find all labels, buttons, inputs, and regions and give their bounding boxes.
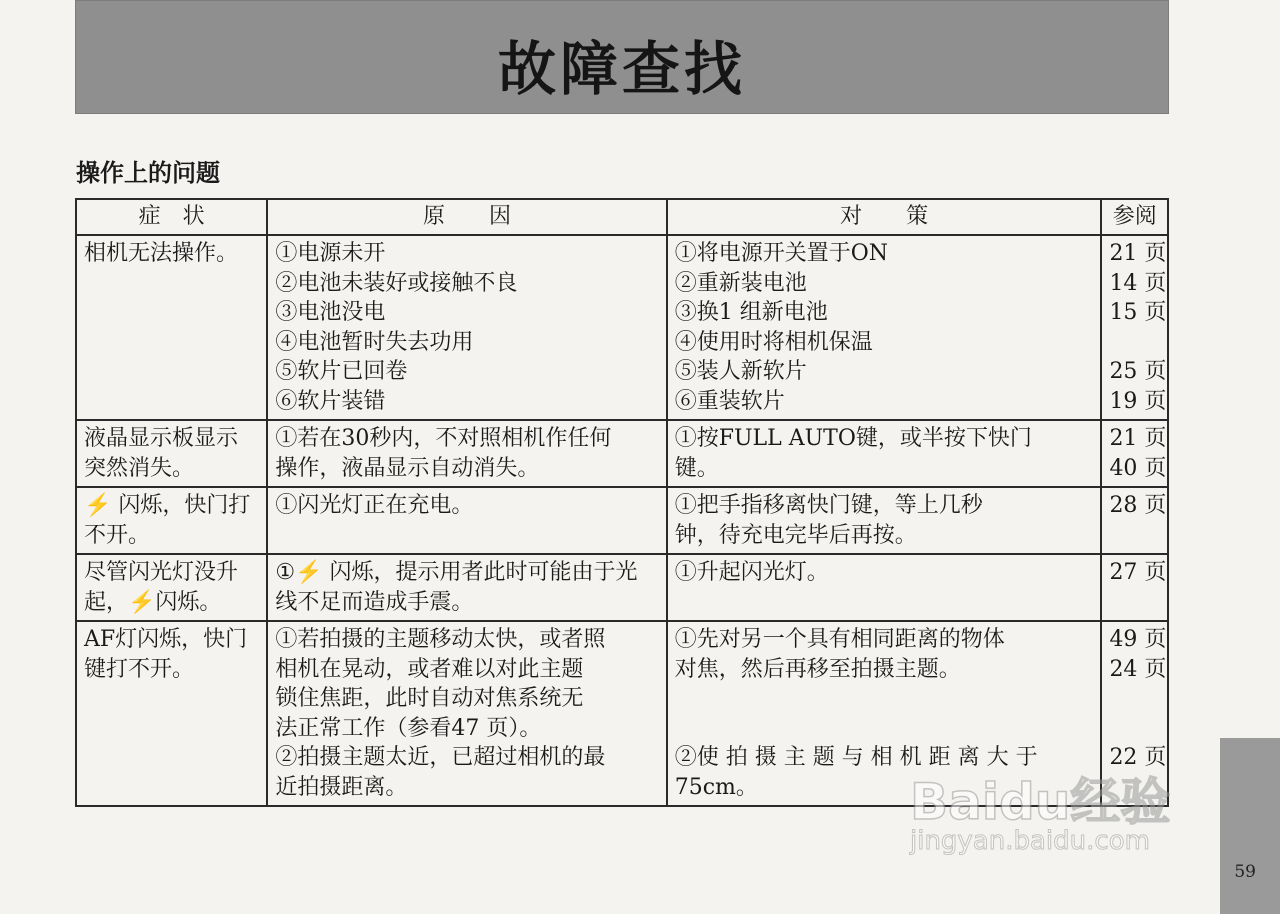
cell-cause <box>267 420 666 487</box>
cell-cause <box>267 487 666 554</box>
cell-remedy-line: ①升起闪光灯。 <box>674 560 829 585</box>
cell-remedy-line: ①把手指移离快门键，等上几秒 <box>674 493 983 518</box>
cell-remedy <box>667 621 1102 806</box>
cell-remedy-line: ②重新装电池 <box>674 270 807 296</box>
cell-cause-line: ⑥软片装错 <box>275 388 386 414</box>
side-tab <box>1220 738 1280 914</box>
cell-remedy <box>667 235 1102 420</box>
watermark-url: jingyan.baidu.com <box>910 826 1150 856</box>
cell-cause-line: ②电池未装好或接触不良 <box>275 270 518 296</box>
cell-reference-line: 40 页 <box>1109 455 1167 481</box>
cell-reference-line: 27 页 <box>1109 560 1167 585</box>
table-row <box>76 554 1168 621</box>
cell-reference-line: 21 页 <box>1109 241 1167 266</box>
cell-reference <box>1101 235 1168 420</box>
title-banner <box>75 0 1169 114</box>
cell-reference-line: 49 页 <box>1109 627 1167 652</box>
section-heading: 操作上的问题 <box>76 159 220 187</box>
cell-symptom <box>76 554 267 621</box>
header-symptom: 症 状 <box>76 199 267 235</box>
header-reference: 参阅 <box>1101 199 1168 235</box>
cell-symptom <box>76 487 267 554</box>
cell-remedy <box>667 554 1102 621</box>
cell-remedy <box>667 420 1102 487</box>
cell-reference-line: 14 页 <box>1109 270 1167 296</box>
cell-reference <box>1101 621 1168 806</box>
cell-reference-line: 28 页 <box>1109 493 1167 518</box>
cell-remedy-line <box>675 684 1095 714</box>
cell-remedy-line: ③换1 组新电池 <box>674 300 828 325</box>
cell-symptom-line: 液晶显示板显示 <box>84 426 239 451</box>
cell-reference-line <box>1109 328 1161 358</box>
cell-cause-line: 近拍摄距离。 <box>275 774 408 800</box>
cell-reference-line: 19 页 <box>1109 388 1167 414</box>
cell-remedy-line: 对焦，然后再移至拍摄主题。 <box>674 656 961 682</box>
cell-remedy-line: ①将电源开关置于ON <box>674 241 889 266</box>
watermark-brand: Baidu经验 <box>910 773 1171 831</box>
cell-cause-line: 线不足而造成手震。 <box>275 589 474 615</box>
cell-reference-line <box>1109 714 1161 744</box>
cell-reference <box>1101 554 1168 621</box>
cell-symptom-line: ⚡ 闪烁，快门打 <box>84 493 251 518</box>
table-header-row <box>76 199 1168 235</box>
table-row <box>76 420 1168 487</box>
table-row <box>76 235 1168 420</box>
cell-symptom-line: 相机无法操作。 <box>84 241 239 266</box>
cell-remedy-line: ①按FULL AUTO键，或半按下快门 <box>674 426 1032 451</box>
cell-cause-line: ①电源未开 <box>275 241 386 266</box>
cell-remedy-line: 75cm。 <box>674 774 758 800</box>
cell-remedy-line <box>675 714 1095 744</box>
cell-remedy-line: ①先对另一个具有相同距离的物体 <box>674 627 1005 652</box>
cell-reference-line: 24 页 <box>1109 656 1167 682</box>
cell-cause <box>267 554 666 621</box>
cell-cause-line: 操作，液晶显示自动消失。 <box>275 455 540 481</box>
cell-cause <box>267 621 666 806</box>
cell-symptom <box>76 621 267 806</box>
cell-cause <box>267 235 666 420</box>
cell-reference-line <box>1109 684 1161 714</box>
cell-remedy-line: ④使用时将相机保温 <box>674 329 873 355</box>
header-cause: 原 因 <box>267 199 666 235</box>
cell-remedy <box>667 487 1102 554</box>
cell-reference-line: 22 页 <box>1109 745 1167 770</box>
cell-cause-line: ②拍摄主题太近，已超过相机的最 <box>275 745 606 770</box>
cell-cause-line: ①⚡ 闪烁，提示用者此时可能由于光 <box>275 560 638 585</box>
table-row <box>76 487 1168 554</box>
cell-reference-line: 25 页 <box>1109 359 1167 384</box>
cell-cause-line: 锁住焦距，此时自动对焦系统无 <box>275 686 584 711</box>
cell-cause-line: ⑤软片已回卷 <box>275 359 408 384</box>
cell-reference-line: 21 页 <box>1109 426 1167 451</box>
cell-remedy-line: 钟，待充电完毕后再按。 <box>674 522 917 548</box>
cell-cause-line: ④电池暂时失去功用 <box>275 329 474 355</box>
header-remedy: 对 策 <box>667 199 1102 235</box>
cell-reference <box>1101 487 1168 554</box>
cell-symptom <box>76 235 267 420</box>
troubleshooting-table <box>75 198 1169 807</box>
cell-symptom-line: 不开。 <box>84 522 151 548</box>
cell-cause-line: ①闪光灯正在充电。 <box>275 493 474 518</box>
cell-cause-line: 相机在晃动，或者难以对此主题 <box>275 656 584 682</box>
cell-symptom-line: AF灯闪烁，快门 <box>84 627 248 652</box>
table-row <box>76 621 1168 806</box>
cell-remedy-line: ②使 拍 摄 主 题 与 相 机 距 离 大 于 <box>674 745 1038 770</box>
page-title: 故障查找 <box>497 35 746 103</box>
page-number: 59 <box>1234 862 1256 882</box>
cell-remedy-line: ⑥重装软片 <box>674 388 785 414</box>
cell-cause-line: ①若在30秒内，不对照相机作任何 <box>275 426 612 451</box>
cell-cause-line: 法正常工作（参看47 页）。 <box>275 715 542 741</box>
cell-cause-line: ①若拍摄的主题移动太快，或者照 <box>275 627 606 652</box>
cell-cause-line: ③电池没电 <box>275 300 386 325</box>
cell-symptom <box>76 420 267 487</box>
cell-symptom-line: 突然消失。 <box>84 455 195 481</box>
cell-remedy-line: ⑤装人新软片 <box>674 359 807 384</box>
cell-reference-line: 15 页 <box>1109 300 1167 325</box>
cell-remedy-line: 键。 <box>674 455 719 481</box>
cell-symptom-line: 尽管闪光灯没升 <box>84 560 239 585</box>
cell-symptom-line: 键打不开。 <box>84 656 195 682</box>
cell-reference <box>1101 420 1168 487</box>
table-body <box>76 235 1168 806</box>
cell-symptom-line: 起，⚡闪烁。 <box>84 589 222 615</box>
